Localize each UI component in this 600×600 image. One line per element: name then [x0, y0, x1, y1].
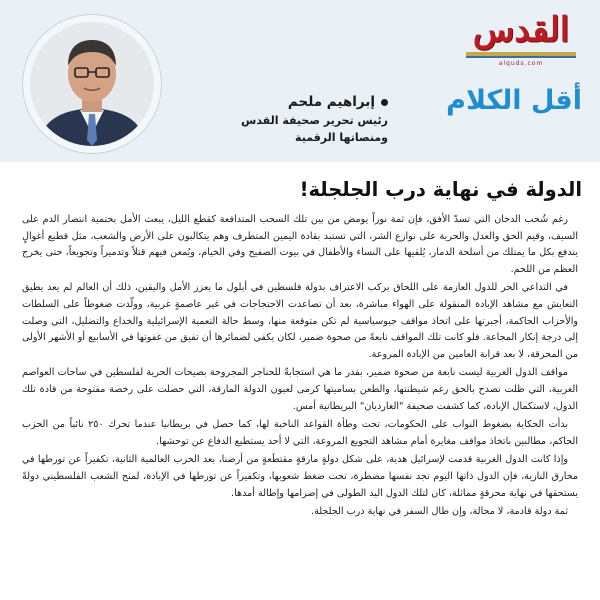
article-paragraph: وإذا كانت الدول الغربية قدمت لإسرائيل هدية، على شكل دولةٍ مارقةٍ مقتطَعةٍ من أرضنا، بعد الحرب العالمية الثانية، تكفيراً عن تورطها في محارق النازية، فإن الدول ذاتها اليوم تجد نفسها مضطرة، تحت ضغط شعوبها، وتكفيراً عن تورطها في الإبادة، لمنح الشعب الفلسطيني دولةً يستحقها في نهاية محرقةٍ مماثلة، كان لتلك الدول اليد الطولى في إضرامها وإطالة أمدها.	[22, 454, 578, 499]
author-role-line-1: رئيس تحرير صحيفة القدس	[241, 114, 388, 127]
newspaper-logo	[460, 8, 582, 72]
article-paragraph: رغم شُحب الدخان التي تسدّ الأفق، فإن ثمة نوراً يومض من بين تلك السحب المتدافعة كقطع الليل، يبعث الأمل بحتمية انتصار الدم على السيف، وقيم الحق والعدل والحرية على نوازع الشر، التي تستبد بقادة اليمين المتطرف وهم يتكالبون على الأرض والشعب، مثل قطيع أغوالٍ يندفع بكل ما يمتلك من أسلحة الدمار، يُلقيها على النساء والأطفال في بيوت الصفيح وفي الخيام، ويُمعن فيهم قتلاً وتدميراً وتجويعاً، حتى يخرج العظم من اللحم.	[22, 214, 578, 275]
logo-url: alquds.com	[498, 60, 544, 67]
bullet-icon	[381, 99, 388, 106]
article-body	[22, 212, 578, 523]
article-paragraph: بدأت الحكاية بضغوط النواب على الحكومات، تحت وطأة القواعد الناخبة لها، كما حصل في بريطانيا عندما تحرك ٢٥٠ نائباً من الحزب الحاكم، مطالبين باتخاذ مواقف مغايرة أمام مشاهد التجويع المروعة، التي لا أحد يستطيع الدفاع عن توحشها.	[22, 419, 578, 447]
column-title: أقل الكلام	[446, 85, 582, 116]
logo-wordmark: القدس	[472, 10, 570, 50]
article-paragraph: مواقف الدول الغربية ليست نابعة من صحوة ضمير، بقدر ما هي استجابةٌ للحناجر المجروحة بصيحات الحرية لفلسطين في ساحات العواصم الغربية، التي ظلت تصدح بالحق رغم شيطنتها، والطعن بساميتها كرمى لعيون الدولة المارقة، التي حصلت على رخصة مفتوحة من قادة تلك الدول، لاستكمال الإبادة، كما كشفت صحيفة "الغارديان" البريطانية أمس.	[22, 367, 578, 412]
logo-skyline-strip	[466, 52, 576, 58]
author-name-row	[168, 92, 388, 112]
article-paragraph: ثمة دولة قادمة، لا محالة، وإن طال السفر في نهاية درب الجلجلة.	[311, 506, 568, 518]
author-name: إبراهيم ملحم	[287, 94, 375, 110]
author-role-line-2: ومنصاتها الرقمية	[295, 131, 388, 144]
article-title: الدولة في نهاية درب الجلجلة!	[299, 178, 582, 201]
author-info	[168, 92, 388, 146]
author-photo	[30, 22, 154, 146]
article-paragraph: في التداعي الحر للدول العازمة على اللحاق بركب الاعتراف بدولة فلسطين في أيلول ما يعزز الأمل واليقين، ذلك أن العالم لم يعد يطيق التعايش مع مشاهد الإبادة المنقولة على الهواء مباشرة، بعد أن تصاعدت الاحتجاجات في غير عاصمةٍ غربية، وولّدت ضغوطاً على السلطات والأحزاب الحاكمة، أجبرتها على اتخاذ مواقف جيوسياسية لم تكن متوقعة منها، وسط حالة التعمية الإسرائيلية والخداع والتضليل، التي وصلت إلى درجة إنكار المجاعة. فلو كانت تلك المواقف نابعةً من صحوة ضمير، لكان يكفي لضمائرها أن تفيق من غفوتها في الأسابيع أو الأشهر الأولى من المحرقة، لا بعد قرابة العامين من الإبادة المروعة.	[22, 282, 578, 360]
